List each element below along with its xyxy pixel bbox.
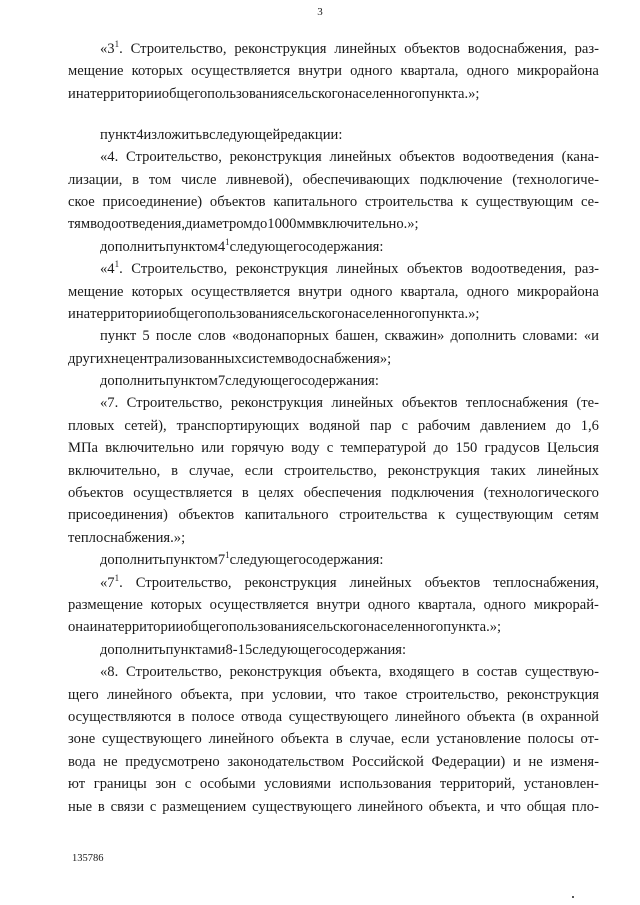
text-line xyxy=(68,105,599,146)
word: территории xyxy=(90,305,162,322)
word: числе xyxy=(181,171,217,188)
word: воду xyxy=(291,440,320,457)
word: лизации, xyxy=(68,171,123,188)
text-line xyxy=(68,796,599,818)
word: на xyxy=(75,85,91,102)
word: случае, xyxy=(349,731,395,748)
text-line xyxy=(68,504,599,526)
word: объекта xyxy=(466,708,516,725)
word: горячую xyxy=(231,440,284,457)
word: 8 xyxy=(225,641,233,658)
word: установлен- xyxy=(523,776,599,793)
word: сетям xyxy=(563,507,599,524)
word: общего xyxy=(183,619,229,636)
word: 7 xyxy=(217,373,226,390)
word: теплоснабжения, xyxy=(493,574,599,591)
word: следующего xyxy=(229,552,306,569)
word: и xyxy=(68,85,76,102)
word: дополнить xyxy=(100,238,166,255)
word: пловых xyxy=(68,417,115,434)
word: линейных xyxy=(536,462,599,479)
text-line xyxy=(68,60,599,82)
word: пунктом xyxy=(165,552,218,569)
word: капитального xyxy=(244,507,329,524)
text-line xyxy=(68,661,599,683)
word: линейного xyxy=(208,731,274,748)
document-code: 135786 xyxy=(72,853,104,864)
word: рабочим xyxy=(417,417,471,434)
word: осуществляется xyxy=(191,63,291,80)
word: подключение xyxy=(419,171,503,188)
word: объектов xyxy=(68,485,124,502)
word: строительства xyxy=(364,193,454,210)
scan-speck xyxy=(572,896,574,898)
word: до xyxy=(252,216,268,233)
word: водоотведения xyxy=(462,149,554,166)
word: следующей xyxy=(209,126,281,143)
word: в xyxy=(177,708,185,725)
word: Федерации) xyxy=(431,753,506,770)
word: если xyxy=(244,462,274,479)
word: отвода xyxy=(241,708,283,725)
word: она xyxy=(68,619,90,636)
word: в xyxy=(241,485,249,502)
text-line xyxy=(68,773,599,795)
word: ское xyxy=(68,193,95,210)
word: пунктами xyxy=(165,641,226,658)
word: ют xyxy=(68,776,86,793)
word: присоединение) xyxy=(102,193,203,210)
word: существующего xyxy=(252,798,352,815)
word: присоединения) xyxy=(68,507,168,524)
word: с xyxy=(401,417,408,434)
word: сельского xyxy=(284,85,345,102)
word: до xyxy=(433,440,449,457)
word: (технологического xyxy=(483,485,599,502)
word: (в xyxy=(521,708,534,725)
word: и xyxy=(68,305,76,322)
word: состав xyxy=(476,664,518,681)
text-line xyxy=(68,728,599,750)
word: с xyxy=(149,798,157,815)
word: реконструкция xyxy=(387,462,480,479)
word: общая xyxy=(526,798,566,815)
word: общего xyxy=(161,305,208,322)
text-line xyxy=(68,706,599,728)
word: сельского xyxy=(284,305,345,322)
word: общего xyxy=(161,85,208,102)
word: словами: xyxy=(522,328,578,345)
word: от- xyxy=(580,731,599,748)
text-line xyxy=(68,370,599,392)
word: «4. xyxy=(100,149,119,166)
word: и xyxy=(89,619,98,636)
text-line xyxy=(68,303,599,325)
word: существующего xyxy=(102,731,202,748)
word: существую- xyxy=(524,664,599,681)
word: линейных xyxy=(331,395,394,412)
word: (технологиче- xyxy=(512,171,599,188)
word: 15 xyxy=(237,641,253,658)
word: особыми xyxy=(199,776,256,793)
word: сельского xyxy=(306,619,367,636)
word: реконструкция xyxy=(506,686,599,703)
word: дополнить xyxy=(100,641,166,658)
text-line xyxy=(68,392,599,414)
word: реконструкция xyxy=(229,664,322,681)
word: ливневой), xyxy=(226,171,293,188)
page-number: 3 xyxy=(317,6,323,18)
word: к xyxy=(461,193,469,210)
word: квартала, xyxy=(400,283,459,300)
word: следующего xyxy=(252,641,329,658)
word: и xyxy=(486,798,495,815)
word: размещение xyxy=(68,596,143,613)
word: пользования xyxy=(207,85,285,102)
word: содержания: xyxy=(301,373,379,390)
text-line xyxy=(68,415,599,437)
word: линейных xyxy=(334,41,397,57)
word: Строительство, xyxy=(125,149,222,166)
word: теплоснабжения.»; xyxy=(68,529,186,546)
word: осуществляется xyxy=(209,596,309,613)
word: реконструкция xyxy=(229,149,322,166)
word: осуществляются xyxy=(68,708,172,725)
word: объекта, xyxy=(428,798,481,815)
word: реконструкция xyxy=(244,574,337,591)
text-line xyxy=(68,639,599,661)
word: пункта.»; xyxy=(443,619,502,636)
word: квартала, xyxy=(417,596,476,613)
word: при xyxy=(240,686,264,703)
word: температурой xyxy=(340,440,427,457)
word: реконструкция xyxy=(235,261,328,278)
text-line xyxy=(68,437,599,459)
word: водоотведения, xyxy=(471,261,567,278)
text-line xyxy=(68,213,599,235)
word: скважин» xyxy=(384,328,445,345)
word: реконструкция xyxy=(234,41,327,57)
word: существующего xyxy=(288,708,389,725)
text-line xyxy=(68,191,599,213)
word: водоснабжения»; xyxy=(284,350,392,367)
text-line xyxy=(68,549,599,571)
word: вода xyxy=(68,753,96,770)
word: линейного xyxy=(106,686,173,703)
text-line xyxy=(68,684,599,706)
word: случае, xyxy=(188,462,234,479)
word: нецентрализованных xyxy=(110,350,242,367)
word: полосы xyxy=(527,731,574,748)
word: строительство, xyxy=(284,462,377,479)
word: до xyxy=(556,417,571,434)
word: территории xyxy=(111,619,184,636)
word: пло- xyxy=(571,798,599,815)
text-line xyxy=(68,527,599,549)
word: «$7^1$. xyxy=(100,572,123,591)
word: диаметром xyxy=(185,216,253,233)
word: транспортирующих xyxy=(176,417,300,434)
word: мещение xyxy=(68,63,124,80)
word: входящего xyxy=(389,664,455,681)
word: микрорайона xyxy=(517,63,599,80)
text-line xyxy=(68,236,599,258)
word: «8. xyxy=(100,664,119,681)
word: одного xyxy=(466,63,509,80)
word: 4 xyxy=(136,126,144,143)
word: 5 xyxy=(142,328,150,345)
word: пунктом xyxy=(165,238,218,255)
word: мм xyxy=(296,216,315,233)
word: линейного xyxy=(357,798,423,815)
word: которых xyxy=(131,283,183,300)
word: $4^1$ xyxy=(217,236,230,255)
word: микрорайона xyxy=(517,283,599,300)
word: следующего xyxy=(229,238,306,255)
text-line xyxy=(68,258,599,280)
word: подключения xyxy=(391,485,475,502)
word: и xyxy=(512,753,521,770)
text-line xyxy=(68,169,599,191)
word: Строительство, xyxy=(131,261,228,278)
word: внутри xyxy=(298,63,342,80)
word: зон xyxy=(155,776,177,793)
word: «$4^1$. xyxy=(100,259,123,278)
word: целях xyxy=(258,485,294,502)
word: которых xyxy=(150,596,202,613)
word: объекта xyxy=(280,731,329,748)
word: ные xyxy=(68,798,93,815)
word: (те- xyxy=(576,395,599,412)
word: изменя- xyxy=(550,753,599,770)
word: в xyxy=(202,126,210,143)
word: 1000 xyxy=(267,216,297,233)
word: объектов xyxy=(424,574,481,591)
word: объектов xyxy=(209,193,266,210)
word: включительно xyxy=(105,440,194,457)
text-line xyxy=(68,616,599,638)
word: пункт xyxy=(100,126,137,143)
word: населенного xyxy=(344,305,422,322)
word: условии, xyxy=(272,686,327,703)
word: содержания: xyxy=(305,238,384,255)
word: содержания: xyxy=(328,641,407,658)
word: объектов xyxy=(399,149,455,166)
word: Строительство, xyxy=(130,41,227,57)
word: содержания: xyxy=(305,552,384,569)
word: пункт xyxy=(100,328,137,345)
text-line xyxy=(68,594,599,616)
word: линейных xyxy=(329,149,392,166)
word: щего xyxy=(68,686,99,703)
word: установление xyxy=(436,731,521,748)
word: обеспечивающих xyxy=(302,171,410,188)
word: объектов xyxy=(406,261,463,278)
word: полосе xyxy=(191,708,235,725)
word: использования xyxy=(339,776,432,793)
text-line xyxy=(68,38,599,60)
word: изложить xyxy=(143,126,203,143)
word: размещением xyxy=(162,798,247,815)
word: пункта.»; xyxy=(421,305,480,322)
text-line xyxy=(68,482,599,504)
word: Российской xyxy=(351,753,424,770)
word: в xyxy=(97,798,105,815)
document-body xyxy=(68,38,599,818)
word: что xyxy=(334,686,356,703)
word: систем xyxy=(241,350,285,367)
text-line xyxy=(68,572,599,594)
word: с xyxy=(184,776,192,793)
word: микрорай- xyxy=(533,596,599,613)
word: водоотведения, xyxy=(90,216,185,233)
word: с xyxy=(326,440,334,457)
word: се- xyxy=(580,193,599,210)
word: такое xyxy=(364,686,398,703)
word: на xyxy=(75,305,91,322)
word: «водонапорных xyxy=(231,328,330,345)
word: после xyxy=(155,328,192,345)
word: одного xyxy=(350,283,393,300)
word: осуществляется xyxy=(133,485,233,502)
word: осуществляется xyxy=(191,283,291,300)
word: населенного xyxy=(344,85,422,102)
word: условиями xyxy=(264,776,332,793)
word: объекта, xyxy=(329,664,382,681)
word: реконструкция xyxy=(230,395,323,412)
word: башен, xyxy=(335,328,379,345)
word: таких xyxy=(490,462,526,479)
word: (кана- xyxy=(561,149,599,166)
word: границы xyxy=(93,776,147,793)
word: в xyxy=(171,462,179,479)
word: внутри xyxy=(316,596,361,613)
word: в xyxy=(335,731,343,748)
word: зоне xyxy=(68,731,96,748)
word: Цельсия xyxy=(547,440,599,457)
word: пользования xyxy=(228,619,307,636)
word: что xyxy=(500,798,521,815)
word: раз- xyxy=(574,261,599,278)
word: предусмотрено xyxy=(125,753,220,770)
word: 1,6 xyxy=(580,417,599,434)
word: одного xyxy=(483,596,526,613)
text-line xyxy=(68,281,599,303)
word: которых xyxy=(131,63,183,80)
word: линейных xyxy=(336,261,399,278)
word: включительно.»; xyxy=(314,216,419,233)
word: 150 xyxy=(455,440,478,457)
word: градусов xyxy=(484,440,540,457)
word: пункта.»; xyxy=(421,85,480,102)
word: - xyxy=(232,641,238,658)
word: тям xyxy=(68,216,91,233)
word: объекта, xyxy=(180,686,233,703)
word: объектов xyxy=(404,41,460,57)
word: строительство, xyxy=(405,686,499,703)
text-line xyxy=(68,83,599,105)
word: обеспечения xyxy=(303,485,382,502)
word: линейного xyxy=(395,708,461,725)
word: связи xyxy=(110,798,145,815)
word: объектов xyxy=(178,507,235,524)
text-line xyxy=(68,146,599,168)
word: существующим xyxy=(455,507,554,524)
word: теплоснабжения xyxy=(465,395,569,412)
word: капитального xyxy=(273,193,358,210)
word: квартала, xyxy=(400,63,459,80)
text-line xyxy=(68,348,599,370)
text-line xyxy=(68,751,599,773)
word: $7^1$ xyxy=(217,550,230,569)
word: линейных xyxy=(349,574,412,591)
word: МПа xyxy=(68,440,98,457)
word: в xyxy=(132,171,140,188)
word: в xyxy=(462,664,469,681)
word: других xyxy=(68,350,111,367)
word: Строительство, xyxy=(126,395,223,412)
word: пар xyxy=(369,417,392,434)
word: строительства xyxy=(339,507,428,524)
word: одного xyxy=(350,63,393,80)
word: «и xyxy=(583,328,599,345)
word: дополнить xyxy=(100,552,166,569)
word: не xyxy=(528,753,543,770)
word: мещение xyxy=(68,283,124,300)
word: сетей), xyxy=(124,417,167,434)
word: следующего xyxy=(225,373,302,390)
word: раз- xyxy=(574,41,599,57)
word: дополнить xyxy=(100,373,166,390)
word: «$3^1$. xyxy=(100,39,123,57)
word: Строительство, xyxy=(135,574,232,591)
word: населенного xyxy=(366,619,444,636)
word: если xyxy=(401,731,430,748)
word: давлением xyxy=(480,417,547,434)
word: охранной xyxy=(540,708,599,725)
text-line xyxy=(68,460,599,482)
word: том xyxy=(148,171,172,188)
word: Строительство, xyxy=(125,664,222,681)
word: включительно, xyxy=(68,462,161,479)
word: существующим xyxy=(475,193,574,210)
word: одного xyxy=(367,596,411,613)
word: одного xyxy=(466,283,509,300)
word: дополнить xyxy=(450,328,517,345)
word: редакции: xyxy=(280,126,343,143)
word: или xyxy=(201,440,225,457)
word: пользования xyxy=(207,305,285,322)
word: территории xyxy=(90,85,162,102)
word: к xyxy=(438,507,446,524)
word: на xyxy=(97,619,112,636)
text-line xyxy=(68,325,599,347)
word: объектов xyxy=(401,395,458,412)
word: слов xyxy=(197,328,226,345)
word: не xyxy=(103,753,118,770)
word: пунктом xyxy=(165,373,218,390)
word: территорий, xyxy=(439,776,516,793)
word: водяной xyxy=(309,417,360,434)
word: водоснабжения, xyxy=(467,41,567,57)
word: «7. xyxy=(100,395,119,412)
word: внутри xyxy=(298,283,342,300)
word: законодательством xyxy=(227,753,345,770)
